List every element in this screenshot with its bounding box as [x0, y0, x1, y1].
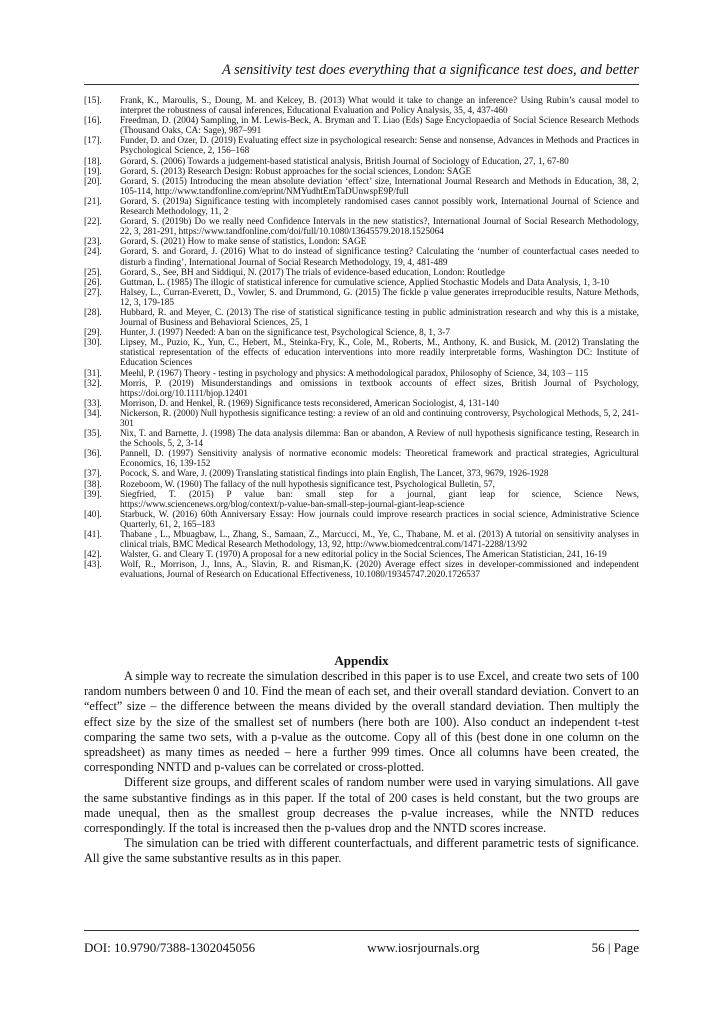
reference-text: Gorard, S., See, BH and Siddiqui, N. (2017) The trials of evidence-based education, London: Routledge: [120, 267, 505, 278]
reference-number: [23].: [84, 237, 102, 248]
reference-item: [84, 157, 639, 167]
reference-number: [30].: [84, 338, 102, 349]
reference-text: Rozeboom, W. (1960) The fallacy of the null hypothesis significance test, Psychological Bulletin, 57,: [120, 479, 495, 490]
reference-item: [84, 197, 639, 217]
reference-item: [84, 480, 639, 490]
appendix-paragraph: The simulation can be tried with different counterfactuals, and different parametric tests of significance. All give the same substantive results as in this paper.: [84, 836, 639, 866]
reference-item: [84, 278, 639, 288]
footer-website: www.iosrjournals.org: [367, 940, 480, 955]
reference-item: [84, 268, 639, 278]
reference-item: [84, 379, 639, 399]
reference-item: [84, 96, 639, 116]
footer-rule: [84, 930, 639, 931]
reference-item: [84, 510, 639, 530]
reference-text: Gorard, S. (2013) Research Design: Robust approaches for the social sciences, London: SAGE: [120, 166, 472, 177]
reference-text: Pocock, S. and Ware, J. (2009) Translating statistical findings into plain English, The Lancet, 373, 9679, 1926-1928: [120, 469, 549, 480]
reference-item: [84, 217, 639, 237]
reference-text: Gorard, S. and Gorard, J. (2016) What to do instead of significance testing? Calculating the ‘number of counterfactual cases needed to disturb a finding’, International Journal of Social Research Methodology, 19, 4, 481-489: [120, 247, 639, 268]
reference-text: Morris, P. (2019) Misunderstandings and omissions in textbook accounts of effect sizes, British Journal of Psychology, https://doi.org/10.1111/bjop.12401: [120, 378, 639, 399]
reference-number: [36].: [84, 449, 102, 460]
reference-text: Meehl, P. (1967) Theory - testing in psychology and physics: A methodological paradox, Philosophy of Science, 34, 103 – 115: [120, 368, 589, 379]
reference-text: Pannell, D. (1997) Sensitivity analysis of normative economic models: Theoretical framework and practical strategies, Agricultural Economics, 16, 139-152: [120, 449, 639, 470]
reference-item: [84, 449, 639, 469]
reference-item: [84, 136, 639, 156]
reference-number: [26].: [84, 277, 102, 288]
reference-number: [15].: [84, 96, 102, 106]
reference-number: [42].: [84, 550, 102, 561]
reference-text: Thabane , L., Mbuagbaw, L., Zhang, S., Samaan, Z., Marcucci, M., Ye, C., Thabane, M. et al. (2013) A tutorial on sensitivity analyses in clinical trials, BMC Medical Research Methodology, 13, 92, http://www.biomedcentral.com/1471-2288/13/92: [120, 530, 639, 551]
reference-text: Gorard, S. (2006) Towards a judgement-based statistical analysis, British Journal of Sociology of Education, 27, 1, 67-80: [120, 156, 569, 167]
reference-text: Gorard, S. (2021) How to make sense of statistics, London: SAGE: [120, 237, 367, 248]
reference-text: Frank, K., Maroulis, S., Doung, M. and Kelcey, B. (2013) What would it take to change an inference? Using Rubin’s causal model to interpret the robustness of causal inferences, Educational Evaluation and Policy Analysis, 35, 4, 437-460: [120, 96, 639, 117]
reference-item: [84, 530, 639, 550]
reference-text: Wolf, R., Morrison, J., Inns, A., Slavin, R. and Risman,K. (2020) Average effect sizes in developer-commissioned and independent evaluations, Journal of Research on Educational Effectiveness, 10.1080/19345747.2020.1726537: [120, 560, 639, 581]
reference-item: [84, 429, 639, 449]
reference-number: [37].: [84, 469, 102, 480]
reference-item: [84, 116, 639, 136]
reference-number: [22].: [84, 217, 102, 228]
reference-item: [84, 369, 639, 379]
reference-number: [21].: [84, 196, 102, 207]
reference-item: [84, 237, 639, 247]
reference-item: [84, 560, 639, 580]
reference-number: [16].: [84, 116, 102, 127]
reference-text: Halsey, L., Curran-Everett, D., Vowler, S. and Drummond, G. (2015) The fickle p value generates irreproducible results, Nature Methods, 12, 3, 179-185: [120, 287, 639, 308]
reference-text: Funder, D. and Ozer, D. (2019) Evaluating effect size in psychological research: Sense and nonsense, Advances in Methods and Practices in Psychological Science, 2, 156–168: [120, 136, 639, 157]
reference-number: [19].: [84, 166, 102, 177]
reference-text: Nix, T. and Barnette, J. (1998) The data analysis dilemma: Ban or abandon, A Review of null hypothesis significance testing, Research in the Schools, 5, 2, 3-14: [120, 429, 639, 450]
reference-number: [39].: [84, 489, 102, 500]
reference-number: [34].: [84, 408, 102, 419]
reference-item: [84, 177, 639, 197]
reference-text: Hunter, J. (1997) Needed: A ban on the significance test, Psychological Science, 8, 1, 3-7: [120, 328, 450, 339]
reference-text: Lipsey, M., Puzio, K., Yun, C., Hebert, M., Steinka-Fry, K., Cole, M., Roberts, M., Anthony, K. and Busick, M. (2012) Translating the statistical representation of the effects of education interventions into more readily interpretable forms, Washington DC: Institute of Education Sciences: [120, 338, 639, 369]
reference-item: [84, 167, 639, 177]
reference-text: Walster, G. and Cleary T. (1970) A proposal for a new editorial policy in the Social Sciences, The American Statistician, 241, 16-19: [120, 550, 607, 561]
reference-number: [35].: [84, 429, 102, 440]
reference-number: [17].: [84, 136, 102, 147]
reference-item: [84, 338, 639, 368]
reference-text: Hubbard, R. and Meyer, C. (2013) The rise of statistical significance testing in public administration research and why this is a mistake, Journal of Business and Behavioral Sciences, 25, 1: [120, 307, 639, 329]
reference-text: Gorard, S. (2015) Introducing the mean absolute deviation ‘effect’ size, International Journal Research and Methods in Education, 38, 2, 105-114, http://www.tandfonline.com/eprint/NMYudhtEmTaDUnwspE9P/full: [120, 176, 639, 197]
reference-list: [84, 96, 639, 581]
appendix-body: [84, 669, 639, 867]
reference-number: [43].: [84, 560, 102, 571]
reference-number: [29].: [84, 328, 102, 339]
footer-doi: DOI: 10.9790/7388-1302045056: [84, 940, 256, 955]
reference-number: [32].: [84, 378, 102, 389]
reference-text: Freedman, D. (2004) Sampling, in M. Lewis-Beck, A. Bryman and T. Liao (Eds) Sage Encyclopaedia of Social Science Research Methods (Thousand Oaks, CA: Sage), 987–991: [120, 116, 639, 137]
reference-text: Nickerson, R. (2000) Null hypothesis significance testing: a review of an old and continuing controversy, Psychological Methods, 5, 2, 241-301: [120, 408, 639, 429]
appendix-paragraph: A simple way to recreate the simulation described in this paper is to use Excel, and create two sets of 100 random numbers between 0 and 10. Find the mean of each set, and their overall standard deviation. Convert to an “effect” size – the difference between the means divided by the overall standard deviation. Then multiply the effect size by the size of the smallest set of numbers (here both are 100). Also conduct an independent t-test comparing the same two sets, with a p-value as the outcome. Copy all of this (best done in one column on the spreadsheet) as many times as needed – here a further 999 times. Once all columns have been created, the corresponding NNTD and p-values can be correlated or cross-plotted.: [84, 669, 639, 775]
reference-item: [84, 409, 639, 429]
reference-item: [84, 469, 639, 479]
reference-number: [31].: [84, 368, 102, 379]
reference-number: [24].: [84, 247, 102, 258]
reference-number: [33].: [84, 398, 102, 409]
reference-text: Morrison, D. and Henkel, R. (1969) Significance tests reconsidered, American Sociologist, 4, 131-140: [120, 398, 499, 409]
reference-number: [27].: [84, 287, 102, 298]
appendix-paragraph: Different size groups, and different scales of random number were used in varying simulations. All gave the same substantive findings as in this paper. If the total of 200 cases is held constant, but the two groups are made unequal, then as the smallest group decreases the p-value increases, while the NNTD reduces correspondingly. If the total is increased then the p-values drop and the NNTD scores increase.: [84, 775, 639, 836]
reference-number: [28].: [84, 307, 102, 318]
reference-text: Starbuck, W. (2016) 60th Anniversary Essay: How journals could improve research practices in social science, Administrative Science Quarterly, 61, 2, 165–183: [120, 509, 639, 530]
reference-number: [18].: [84, 156, 102, 167]
reference-item: [84, 550, 639, 560]
reference-item: [84, 328, 639, 338]
footer: [84, 940, 639, 956]
reference-item: [84, 490, 639, 510]
reference-text: Siegfried, T. (2015) P value ban: small step for a journal, giant leap for science, Science News, https://www.sciencenews.org/blog/context/p-value-ban-small-step-journal-giant-leap-science: [120, 489, 639, 510]
reference-item: [84, 288, 639, 308]
reference-number: [25].: [84, 267, 102, 278]
header-rule: [84, 84, 639, 85]
reference-text: Guttman, L. (1985) The illogic of statistical inference for cumulative science, Applied Stochastic Models and Data Analysis, 1, 3-10: [120, 277, 610, 288]
reference-item: [84, 247, 639, 267]
footer-page-number: 56 | Page: [591, 940, 639, 955]
running-title: A sensitivity test does everything that a significance test does, and better: [222, 62, 639, 78]
reference-number: [40].: [84, 509, 102, 520]
reference-number: [20].: [84, 176, 102, 187]
reference-item: [84, 399, 639, 409]
reference-text: Gorard, S. (2019b) Do we really need Confidence Intervals in the new statistics?, International Journal of Social Research Methodology, 22, 3, 281-291, https://www.tandfonline.com/doi/full/10.1080/13645579.2018.1525064: [120, 217, 639, 238]
reference-number: [41].: [84, 530, 102, 541]
reference-text: Gorard, S. (2019a) Significance testing with incompletely randomised cases cannot possibly work, International Journal of Science and Research Methodology, 11, 2: [120, 196, 639, 218]
reference-item: [84, 308, 639, 328]
appendix-title: Appendix: [334, 653, 389, 668]
reference-number: [38].: [84, 479, 102, 490]
